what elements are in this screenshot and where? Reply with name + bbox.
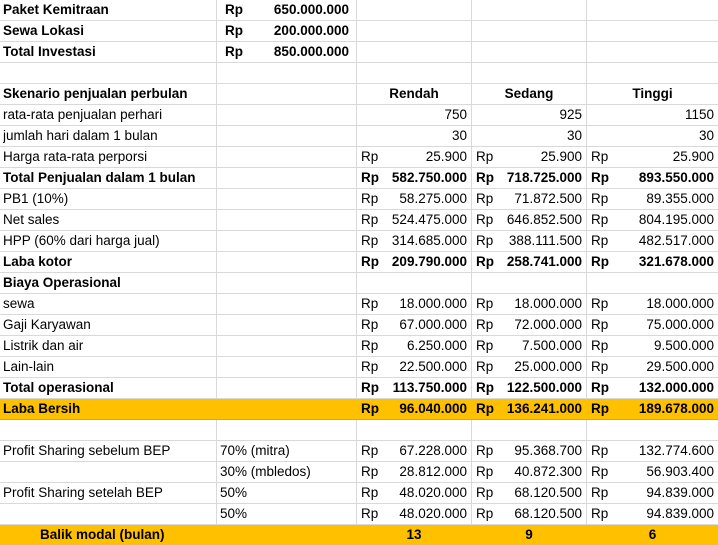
currency-label: Rp (361, 233, 379, 248)
payback-value-sedang: 9 (525, 527, 533, 542)
table-row (0, 189, 718, 210)
investment-row (0, 0, 718, 21)
table-row (0, 315, 718, 336)
currency-label: Rp (591, 506, 609, 521)
currency-label (472, 126, 496, 146)
table-row (0, 147, 718, 168)
investment-row (0, 21, 718, 42)
value-rendah: 6.250.000 (406, 338, 467, 353)
value-sedang: 122.500.000 (506, 380, 582, 395)
investment-row (0, 42, 718, 63)
value-sedang: 68.120.500 (514, 485, 582, 500)
table-row (0, 336, 718, 357)
row-label (3, 462, 215, 482)
row-label: Listrik dan air (3, 338, 84, 353)
row-label: Laba Bersih (3, 401, 81, 416)
value-tinggi: 94.839.000 (646, 506, 714, 521)
currency-label (472, 105, 496, 125)
value-sedang: 7.500.000 (521, 338, 582, 353)
row-label: Total Penjualan dalam 1 bulan (3, 170, 196, 185)
investment-value: 200.000.000 (273, 23, 349, 38)
currency-label: Rp (476, 296, 494, 311)
value-rendah: 67.228.000 (399, 443, 467, 458)
currency-label: Rp (591, 149, 609, 164)
currency-label: Rp (361, 401, 379, 416)
value-tinggi: 30 (698, 128, 714, 143)
profit-sharing-row (0, 483, 718, 504)
net-profit-row (0, 399, 718, 420)
currency-label: Rp (361, 443, 379, 458)
value-rendah: 22.500.000 (399, 359, 467, 374)
value-tinggi: 56.903.400 (646, 464, 714, 479)
table-row (0, 168, 718, 189)
column-header-sedang: Sedang (504, 86, 554, 101)
currency-label: Rp (476, 443, 494, 458)
value-sedang: 718.725.000 (506, 170, 582, 185)
currency-label: Rp (361, 149, 379, 164)
row-label: Laba kotor (3, 254, 73, 269)
value-tinggi: 94.839.000 (646, 485, 714, 500)
currency-label: Rp (476, 401, 494, 416)
currency-label: Rp (476, 170, 494, 185)
table-row (0, 231, 718, 252)
value-tinggi: 893.550.000 (638, 170, 714, 185)
row-label: Biaya Operasional (3, 275, 121, 290)
payback-row (0, 525, 718, 545)
value-sedang: 388.111.500 (508, 233, 582, 248)
value-rendah: 28.812.000 (399, 464, 467, 479)
currency-label (472, 273, 496, 293)
profit-sharing-row (0, 441, 718, 462)
value-tinggi (611, 273, 718, 293)
currency-label: Rp (476, 464, 494, 479)
currency-label: Rp (591, 191, 609, 206)
currency-label: Rp (591, 233, 609, 248)
row-label: Total operasional (3, 380, 114, 395)
investment-label: Paket Kemitraan (3, 2, 109, 17)
currency-label (587, 126, 611, 146)
currency-label (357, 273, 381, 293)
currency-label: Rp (476, 191, 494, 206)
currency-label: Rp (476, 212, 494, 227)
value-tinggi: 29.500.000 (646, 359, 714, 374)
profit-sharing-row (0, 462, 718, 483)
scenario-title: Skenario penjualan perbulan (3, 86, 188, 101)
value-rendah: 750 (444, 107, 467, 122)
value-rendah: 48.020.000 (399, 485, 467, 500)
row-label: Profit Sharing sebelum BEP (3, 443, 171, 458)
value-sedang: 72.000.000 (514, 317, 582, 332)
value-tinggi: 89.355.000 (646, 191, 714, 206)
value-sedang: 25.900 (540, 149, 582, 164)
value-sedang: 40.872.300 (514, 464, 582, 479)
value-tinggi: 189.678.000 (638, 401, 714, 416)
investment-value: 850.000.000 (273, 44, 349, 59)
row-label: PB1 (10%) (3, 191, 69, 206)
value-sedang: 71.872.500 (514, 191, 582, 206)
row-label: Lain-lain (3, 359, 55, 374)
currency-label: Rp (361, 506, 379, 521)
currency-label: Rp (591, 338, 609, 353)
value-tinggi: 482.517.000 (638, 233, 714, 248)
currency-label: Rp (361, 254, 379, 269)
currency-label: Rp (476, 254, 494, 269)
value-rendah: 30 (451, 128, 467, 143)
value-rendah: 209.790.000 (391, 254, 467, 269)
currency-label: Rp (591, 380, 609, 395)
value-rendah: 524.475.000 (391, 212, 467, 227)
value-sedang: 68.120.500 (514, 506, 582, 521)
currency-label: Rp (476, 359, 494, 374)
empty-row (0, 420, 718, 441)
currency-label: Rp (591, 317, 609, 332)
value-rendah: 58.275.000 (399, 191, 467, 206)
value-sedang: 646.852.500 (506, 212, 582, 227)
table-row (0, 105, 718, 126)
currency-label: Rp (361, 212, 379, 227)
currency-label: Rp (476, 485, 494, 500)
row-label: HPP (60% dari harga jual) (3, 233, 160, 248)
row-label (3, 504, 215, 524)
scenario-header-row (0, 84, 718, 105)
currency-label: Rp (476, 380, 494, 395)
table-row (0, 126, 718, 147)
currency-label: Rp (591, 170, 609, 185)
value-rendah: 314.685.000 (391, 233, 467, 248)
value-sedang: 258.741.000 (506, 254, 582, 269)
currency-label: Rp (591, 296, 609, 311)
currency-label (587, 105, 611, 125)
value-sedang: 95.368.700 (514, 443, 582, 458)
empty-row (0, 63, 718, 84)
currency-label: Rp (476, 149, 494, 164)
currency-label: Rp (591, 212, 609, 227)
currency-label: Rp (361, 317, 379, 332)
column-header-tinggi: Tinggi (632, 86, 673, 101)
row-label: rata-rata penjualan perhari (3, 107, 163, 122)
value-rendah (381, 273, 471, 293)
share-percentage: 30% (mbledos) (220, 464, 311, 479)
currency-label: Rp (225, 2, 243, 17)
value-sedang: 925 (559, 107, 582, 122)
currency-label (357, 126, 381, 146)
investment-value: 650.000.000 (273, 2, 349, 17)
currency-label: Rp (591, 254, 609, 269)
investment-label: Total Investasi (3, 44, 96, 59)
value-rendah: 113.750.000 (392, 380, 467, 395)
currency-label: Rp (361, 191, 379, 206)
share-percentage: 50% (220, 506, 248, 521)
payback-value-tinggi: 6 (648, 527, 657, 542)
row-label: jumlah hari dalam 1 bulan (3, 128, 158, 143)
value-tinggi: 75.000.000 (646, 317, 714, 332)
column-header-rendah: Rendah (389, 86, 439, 101)
currency-label: Rp (361, 485, 379, 500)
currency-label: Rp (476, 233, 494, 248)
currency-label: Rp (361, 359, 379, 374)
value-sedang: 18.000.000 (514, 296, 582, 311)
row-label: Harga rata-rata perporsi (3, 149, 148, 164)
table-row (0, 252, 718, 273)
profit-sharing-row (0, 504, 718, 525)
row-label: Profit Sharing setelah BEP (3, 485, 163, 500)
value-rendah: 96.040.000 (399, 401, 467, 416)
currency-label: Rp (225, 44, 243, 59)
share-percentage: 50% (220, 485, 248, 500)
value-rendah: 25.900 (425, 149, 467, 164)
value-tinggi: 1150 (684, 107, 714, 122)
currency-label: Rp (591, 359, 609, 374)
value-tinggi: 25.900 (672, 149, 714, 164)
payback-value-rendah: 13 (406, 527, 422, 542)
investment-label: Sewa Lokasi (3, 23, 85, 38)
currency-label: Rp (476, 338, 494, 353)
row-label: Net sales (3, 212, 60, 227)
value-sedang: 25.000.000 (514, 359, 582, 374)
currency-label: Rp (591, 401, 609, 416)
value-sedang: 30 (566, 128, 582, 143)
value-tinggi: 132.774.600 (638, 443, 714, 458)
row-label: Gaji Karyawan (3, 317, 91, 332)
table-row (0, 294, 718, 315)
currency-label: Rp (591, 485, 609, 500)
value-tinggi: 9.500.000 (653, 338, 714, 353)
value-rendah: 18.000.000 (399, 296, 467, 311)
value-sedang: 136.241.000 (506, 401, 582, 416)
value-rendah: 67.000.000 (399, 317, 467, 332)
table-row (0, 210, 718, 231)
currency-label: Rp (476, 317, 494, 332)
value-sedang (496, 273, 586, 293)
value-tinggi: 804.195.000 (638, 212, 714, 227)
currency-label: Rp (591, 443, 609, 458)
currency-label: Rp (361, 170, 379, 185)
row-label: sewa (3, 296, 35, 311)
value-rendah: 582.750.000 (391, 170, 467, 185)
share-percentage: 70% (mitra) (220, 443, 290, 458)
payback-label: Balik modal (bulan) (40, 527, 165, 542)
currency-label: Rp (225, 23, 243, 38)
value-tinggi: 132.000.000 (638, 380, 714, 395)
currency-label: Rp (591, 464, 609, 479)
value-rendah: 48.020.000 (399, 506, 467, 521)
table-row (0, 357, 718, 378)
currency-label (587, 273, 611, 293)
currency-label: Rp (361, 464, 379, 479)
value-tinggi: 321.678.000 (638, 254, 714, 269)
table-row (0, 273, 718, 294)
value-tinggi: 18.000.000 (646, 296, 714, 311)
currency-label: Rp (476, 506, 494, 521)
currency-label (357, 105, 381, 125)
currency-label: Rp (361, 380, 379, 395)
currency-label: Rp (361, 296, 379, 311)
table-row (0, 378, 718, 399)
currency-label: Rp (361, 338, 379, 353)
